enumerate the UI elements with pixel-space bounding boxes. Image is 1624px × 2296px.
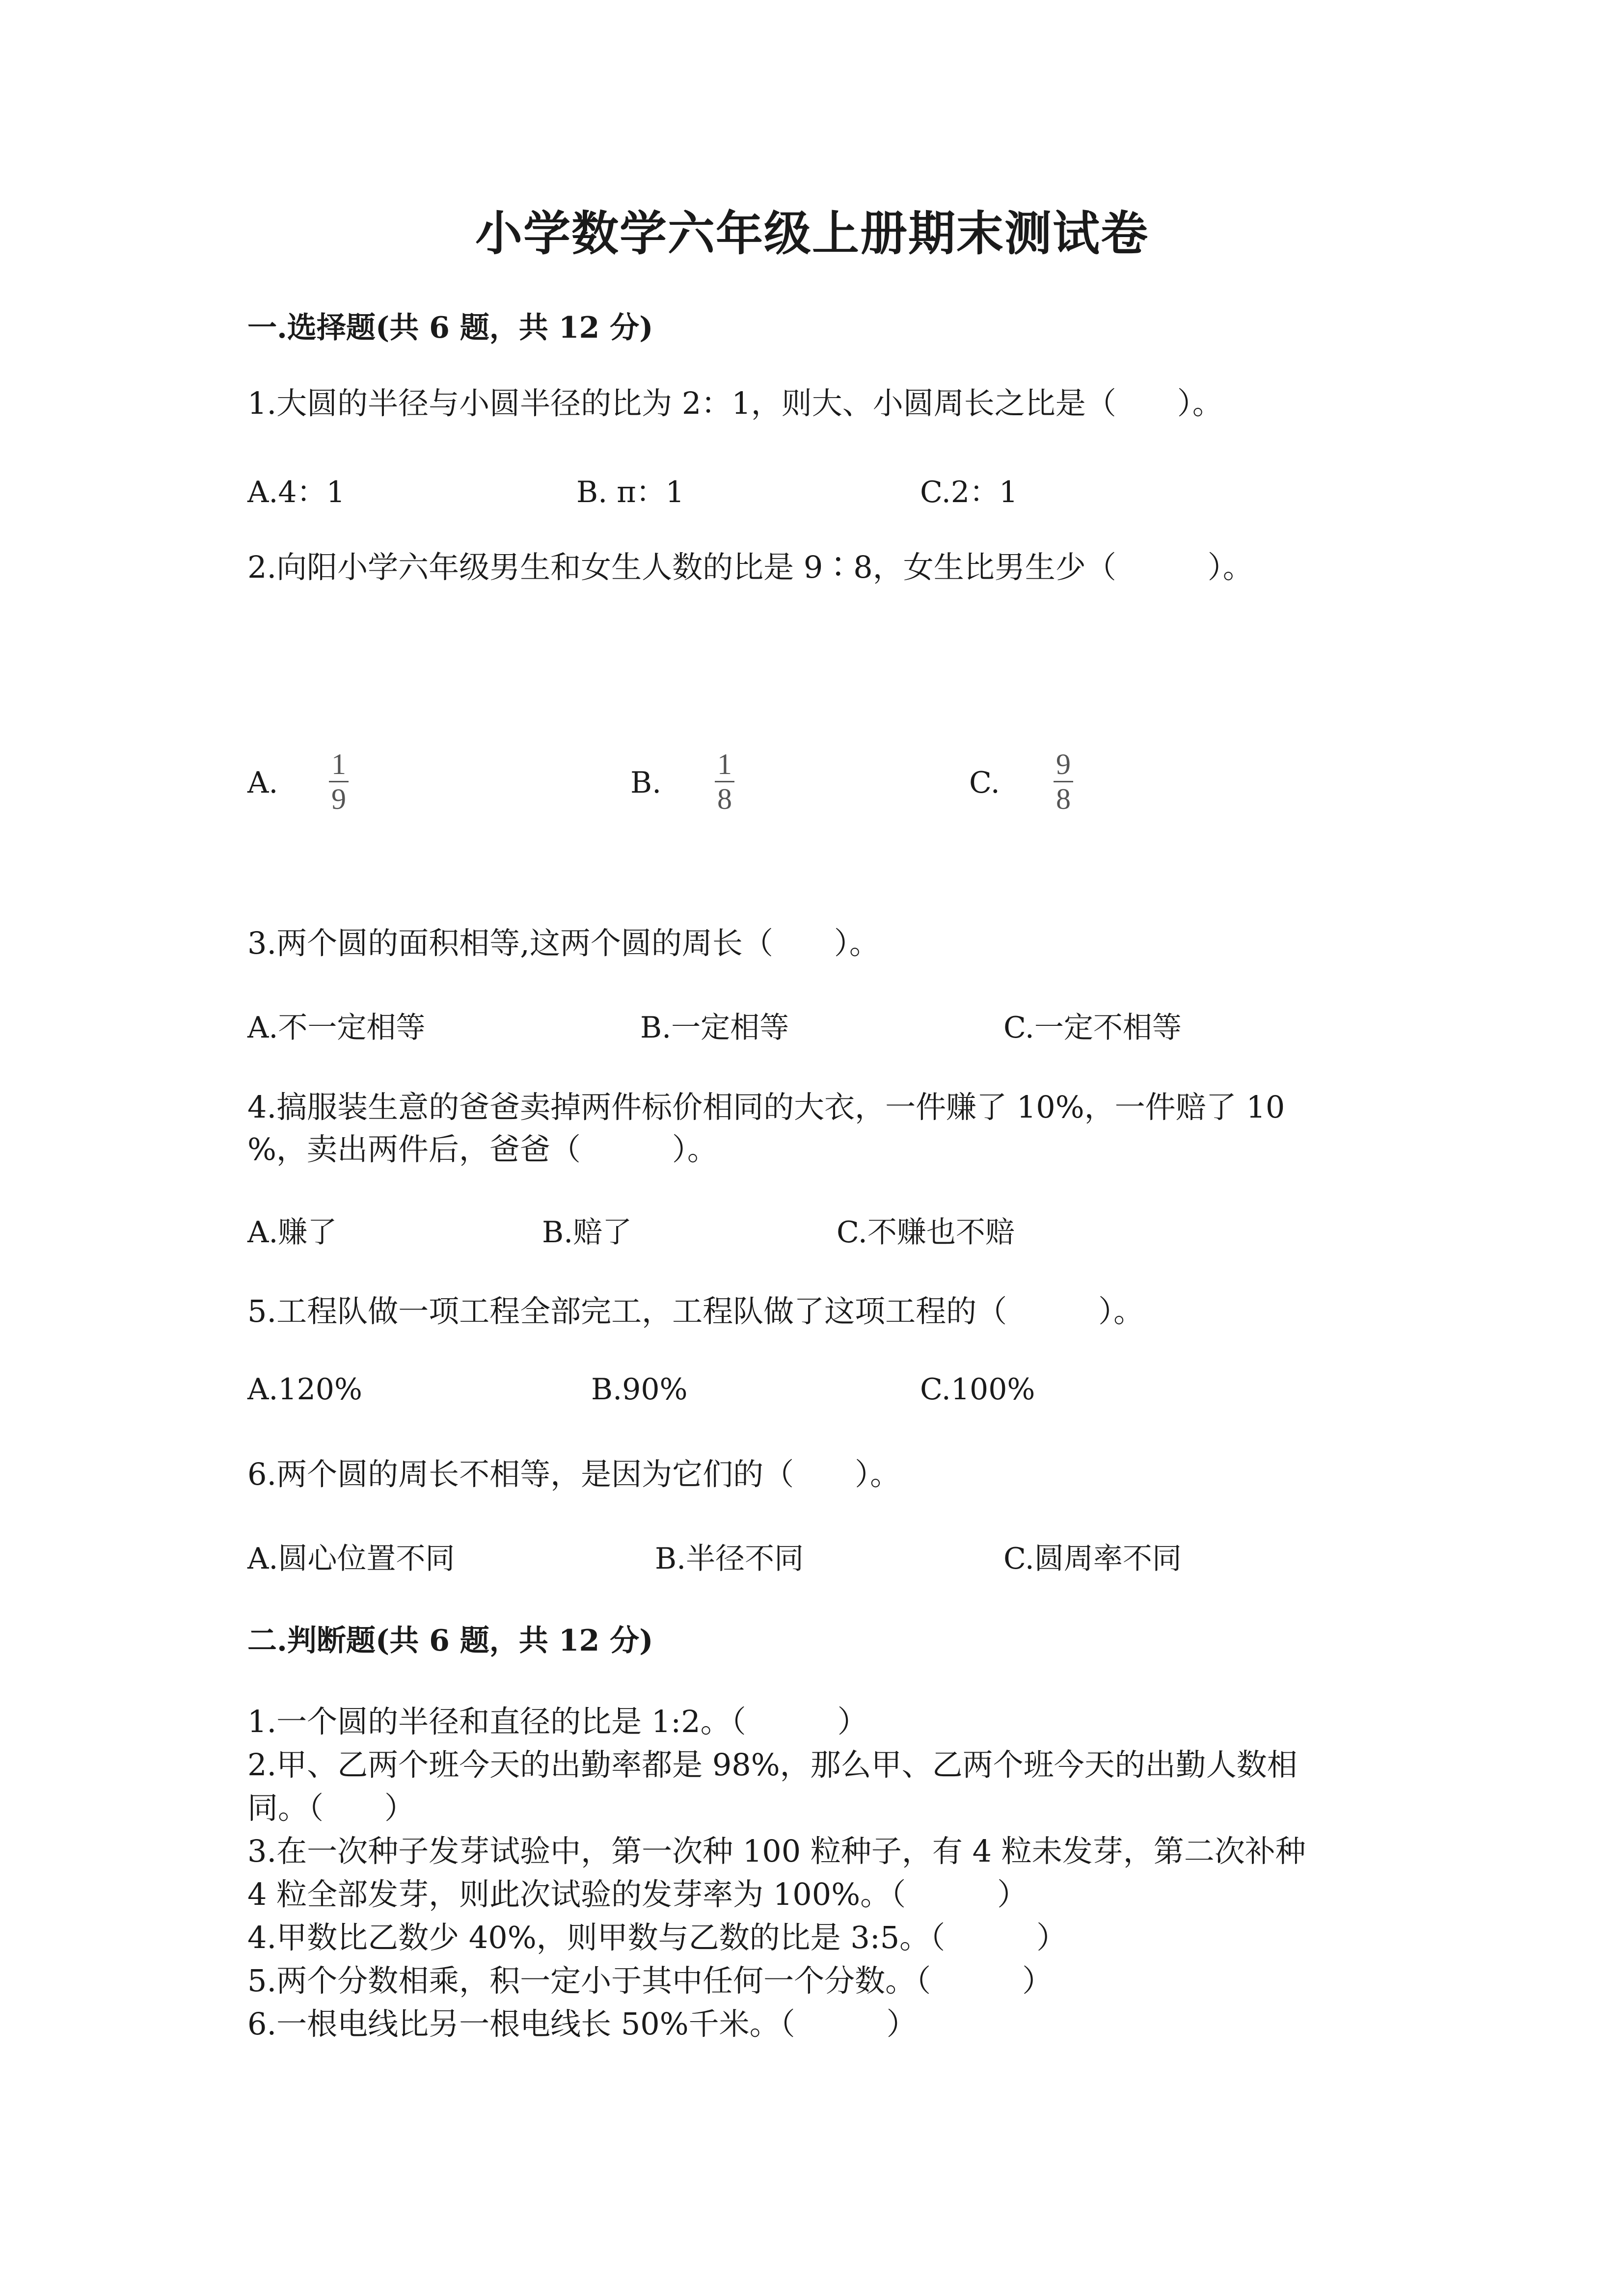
question-3-option-a: A.不一定相等 <box>247 1011 426 1045</box>
tf-line-6: 4.甲数比乙数少 40%，则甲数与乙数的比是 3:5。（ ） <box>247 1920 1067 1955</box>
question-1: 1.大圆的半径与小圆半径的比为 2：1，则大、小圆周长之比是（ ）。 <box>247 385 1223 421</box>
fraction-numerator: 9 <box>1056 748 1071 780</box>
question-5: 5.工程队做一项工程全部完工，工程队做了这项工程的（ ）。 <box>247 1293 1144 1329</box>
exam-title: 小学数学六年级上册期末测试卷 <box>475 206 1149 261</box>
question-4-line-2: %，卖出两件后，爸爸（ ）。 <box>247 1131 718 1167</box>
tf-line-4: 3.在一次种子发芽试验中，第一次种 100 粒种子，有 4 粒未发芽，第二次补种 <box>247 1833 1306 1869</box>
section-heading-choice: 一.选择题(共 6 题，共 12 分) <box>247 311 653 345</box>
question-1-option-b: B. π：1 <box>576 475 684 509</box>
question-6-option-a: A.圆心位置不同 <box>247 1542 455 1576</box>
question-2-option-b: B. <box>630 766 662 800</box>
fraction-denominator: 8 <box>1056 783 1071 815</box>
question-1-option-c: C.2：1 <box>920 475 1018 509</box>
question-3-option-c: C.一定不相等 <box>1003 1011 1182 1045</box>
tf-line-7: 5.两个分数相乘，积一定小于其中任何一个分数。（ ） <box>247 1963 1053 1999</box>
question-5-option-a: A.120% <box>247 1372 362 1407</box>
question-4-line-1: 4.搞服装生意的爸爸卖掉两件标价相同的大衣，一件赚了 10%，一件赔了 10 <box>247 1089 1285 1125</box>
fraction-bar <box>1054 781 1073 782</box>
tf-line-3: 同。（ ） <box>247 1790 415 1826</box>
question-5-option-c: C.100% <box>920 1372 1035 1407</box>
question-6-option-c: C.圆周率不同 <box>1003 1542 1182 1576</box>
question-2-option-a: A. <box>247 766 278 800</box>
tf-line-8: 6.一根电线比另一根电线长 50%千米。（ ） <box>247 2006 917 2042</box>
tf-line-2: 2.甲、乙两个班今天的出勤率都是 98%，那么甲、乙两个班今天的出勤人数相 <box>247 1747 1298 1783</box>
question-2-fraction-b <box>715 748 734 815</box>
question-1-option-a: A.4：1 <box>247 475 345 509</box>
question-4-option-b: B.赔了 <box>542 1215 632 1250</box>
question-3-option-b: B.一定相等 <box>640 1011 789 1045</box>
fraction-numerator: 1 <box>331 748 346 780</box>
fraction-bar <box>715 781 734 782</box>
tf-line-1: 1.一个圆的半径和直径的比是 1:2。（ ） <box>247 1704 868 1739</box>
question-4-option-c: C.不赚也不赔 <box>837 1215 1015 1250</box>
question-2: 2.向阳小学六年级男生和女生人数的比是 9∶8，女生比男生少（ ）。 <box>247 549 1253 585</box>
question-6: 6.两个圆的周长不相等，是因为它们的（ ）。 <box>247 1456 901 1492</box>
question-6-option-b: B.半径不同 <box>655 1542 804 1576</box>
question-5-option-b: B.90% <box>591 1372 688 1407</box>
question-2-fraction-c <box>1054 748 1073 815</box>
fraction-bar <box>329 781 349 782</box>
fraction-numerator: 1 <box>717 748 732 780</box>
question-3: 3.两个圆的面积相等,这两个圆的周长（ ）。 <box>247 925 880 961</box>
fraction-denominator: 8 <box>717 783 732 815</box>
fraction-denominator: 9 <box>331 783 346 815</box>
question-4-option-a: A.赚了 <box>247 1215 337 1250</box>
question-2-option-c: C. <box>969 766 1000 800</box>
question-2-fraction-a <box>329 748 349 815</box>
tf-line-5: 4 粒全部发芽，则此次试验的发芽率为 100%。（ ） <box>247 1876 1028 1912</box>
section-heading-true-false: 二.判断题(共 6 题，共 12 分) <box>247 1624 653 1658</box>
